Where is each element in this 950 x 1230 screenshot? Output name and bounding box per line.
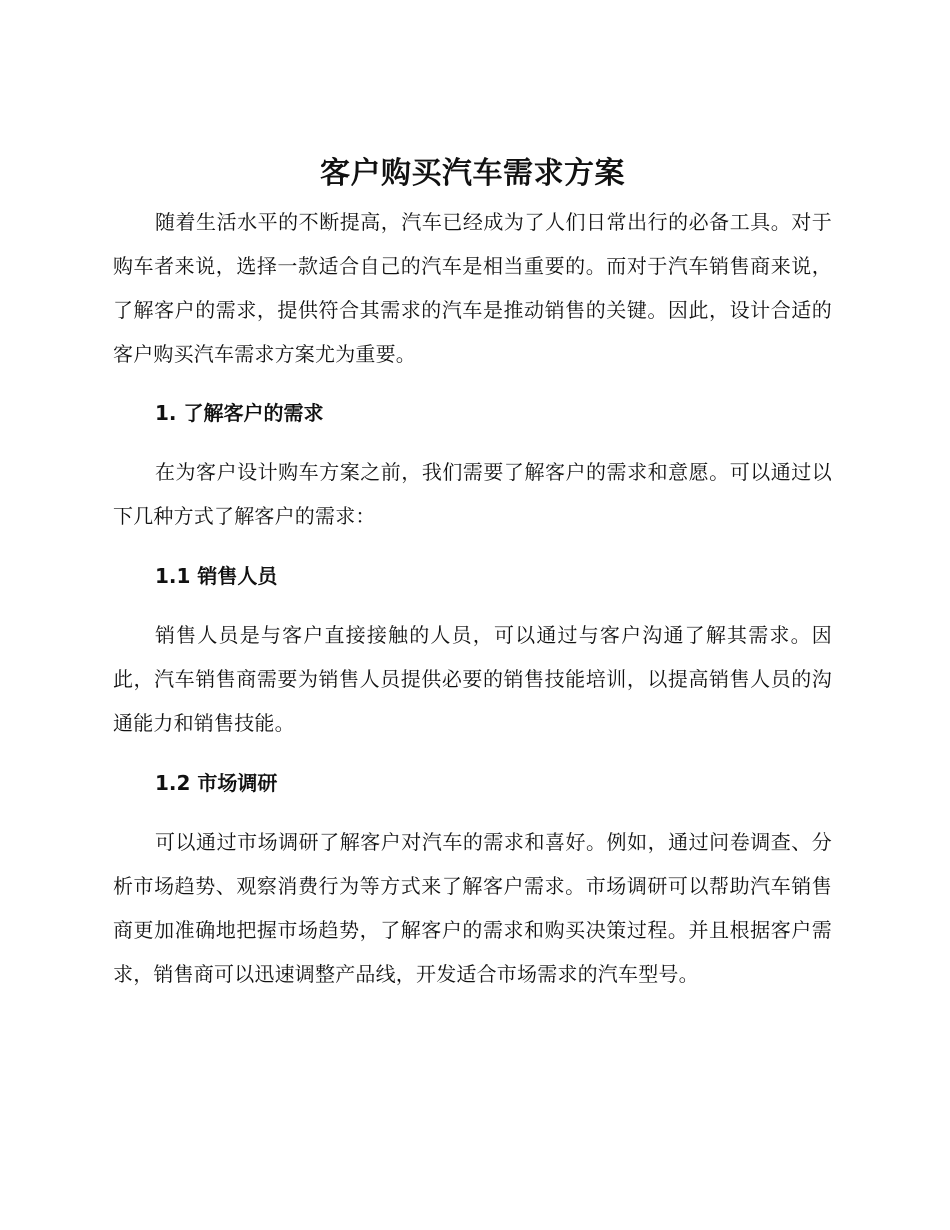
section-1-paragraph: 在为客户设计购车方案之前，我们需要了解客户的需求和意愿。可以通过以下几种方式了解客户的需求：: [113, 460, 832, 528]
spacer: [113, 598, 832, 613]
section-heading-1-2: 1.2 市场调研: [155, 771, 278, 795]
document-title: 客户购买汽车需求方案: [320, 156, 625, 191]
section-heading-1: 1. 了解客户的需求: [155, 401, 324, 425]
section-heading-1-1: 1.1 销售人员: [155, 564, 278, 588]
spacer: [113, 538, 832, 554]
section-1-1-paragraph: 销售人员是与客户直接接触的人员，可以通过与客户沟通了解其需求。因此，汽车销售商需要为销售人员提供必要的销售技能培训，以提高销售人员的沟通能力和销售技能。: [113, 623, 832, 735]
spacer: [113, 745, 832, 761]
spacer: [113, 805, 832, 820]
spacer: [113, 376, 832, 391]
intro-paragraph: 随着生活水平的不断提高，汽车已经成为了人们日常出行的必备工具。对于购车者来说，选择一款适合自己的汽车是相当重要的。而对于汽车销售商来说，了解客户的需求，提供符合其需求的汽车是推动销售的关键。因此，设计合适的客户购买汽车需求方案尤为重要。: [113, 210, 832, 366]
section-1-2-paragraph: 可以通过市场调研了解客户对汽车的需求和喜好。例如，通过问卷调查、分析市场趋势、观察消费行为等方式来了解客户需求。市场调研可以帮助汽车销售商更加准确地把握市场趋势，了解客户的需求和购买决策过程。并且根据客户需求，销售商可以迅速调整产品线，开发适合市场需求的汽车型号。: [113, 830, 832, 986]
spacer: [113, 435, 832, 450]
